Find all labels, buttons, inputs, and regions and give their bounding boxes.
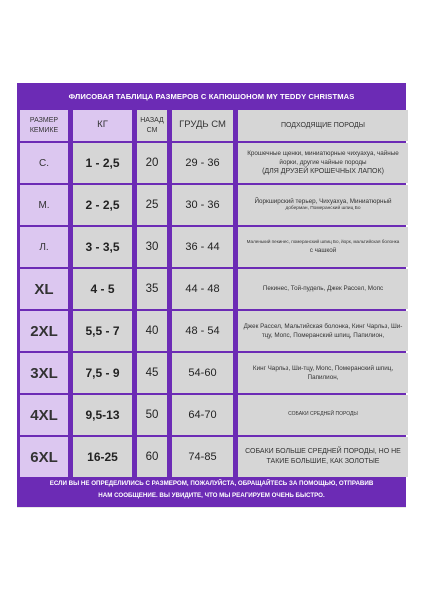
breeds-cell: Джек Рассел, Мальтийская болонка, Кинг Чарльз, Ши-тцу, Мопс, Померанский шпиц, Папилион, bbox=[238, 311, 408, 351]
help-note-line2: НАМ СООБЩЕНИЕ. ВЫ УВИДИТЕ, ЧТО МЫ РЕАГИРУЕМ ОЧЕНЬ БЫСТРО. bbox=[98, 491, 325, 499]
breeds-cell bbox=[238, 227, 408, 267]
breeds-cell: СОБАКИ СРЕДНЕЙ ПОРОДЫ bbox=[238, 395, 408, 435]
divider bbox=[17, 507, 406, 508]
breeds-cell bbox=[238, 185, 408, 225]
back-cell: 60 bbox=[137, 437, 167, 477]
col-header-size: РАЗМЕР КЕМИКЕ bbox=[20, 110, 68, 141]
size-cell: 2XL bbox=[20, 311, 68, 351]
chest-cell: 74-85 bbox=[172, 437, 233, 477]
back-cell: 30 bbox=[137, 227, 167, 267]
breeds-cell: СОБАКИ БОЛЬШЕ СРЕДНЕЙ ПОРОДЫ, НО НЕ ТАКИЕ БОЛЬШИЕ, КАК ЗОЛОТЫЕ bbox=[238, 437, 408, 477]
size-cell: 3XL bbox=[20, 353, 68, 393]
kg-cell: 9,5-13 bbox=[73, 395, 132, 435]
kg-cell: 3 - 3,5 bbox=[73, 227, 132, 267]
size-cell: Л. bbox=[20, 227, 68, 267]
back-cell: 45 bbox=[137, 353, 167, 393]
chest-cell: 64-70 bbox=[172, 395, 233, 435]
chest-cell: 29 - 36 bbox=[172, 143, 233, 183]
kg-cell: 2 - 2,5 bbox=[73, 185, 132, 225]
size-cell: М. bbox=[20, 185, 68, 225]
back-cell: 25 bbox=[137, 185, 167, 225]
size-table bbox=[20, 110, 403, 477]
kg-cell: 7,5 - 9 bbox=[73, 353, 132, 393]
size-chart bbox=[17, 83, 406, 507]
col-header-back: НАЗАД СМ bbox=[137, 110, 167, 141]
back-cell: 35 bbox=[137, 269, 167, 309]
breeds-text-cont: с чашкой bbox=[309, 246, 337, 254]
col-header-breeds: ПОДХОДЯЩИЕ ПОРОДЫ bbox=[238, 110, 408, 141]
size-cell: 4XL bbox=[20, 395, 68, 435]
kg-cell: 5,5 - 7 bbox=[73, 311, 132, 351]
col-header-chest: ГРУДЬ СМ bbox=[172, 110, 233, 141]
help-note bbox=[17, 472, 406, 507]
chest-cell: 54-60 bbox=[172, 353, 233, 393]
kg-cell: 16-25 bbox=[73, 437, 132, 477]
breeds-text: Йоркширский терьер, Чихуахуа, Миниатюрный bbox=[254, 197, 392, 205]
chest-cell: 30 - 36 bbox=[172, 185, 233, 225]
col-header-kg: КГ bbox=[73, 110, 132, 141]
breeds-text: Крошечные щенки, миниатюрные чихуахуа, чайные йорки, другие чайные породы bbox=[247, 149, 399, 166]
chest-cell: 36 - 44 bbox=[172, 227, 233, 267]
kg-cell: 4 - 5 bbox=[73, 269, 132, 309]
breeds-note: (ДЛЯ ДРУЗЕЙ КРОШЕЧНЫХ ЛАПОК) bbox=[262, 168, 384, 176]
breeds-cell bbox=[238, 143, 408, 183]
back-cell: 40 bbox=[137, 311, 167, 351]
size-cell: С. bbox=[20, 143, 68, 183]
breeds-text-cont: доберман, Померанский шпиц Бо bbox=[285, 206, 361, 212]
chart-title: ФЛИСОВАЯ ТАБЛИЦА РАЗМЕРОВ С КАПЮШОНОМ MY TEDDY CHRISTMAS bbox=[68, 92, 355, 101]
breeds-text: Маленький пекинес, померанский шпиц Бо, йорк, мальтийская болонка bbox=[246, 239, 400, 245]
breeds-cell: Кинг Чарльз, Ши-тцу, Мопс, Померанский шпиц, Папилион, bbox=[238, 353, 408, 393]
breeds-cell: Пекинес, Той-пудель, Джек Рассел, Мопс bbox=[238, 269, 408, 309]
chest-cell: 48 - 54 bbox=[172, 311, 233, 351]
size-cell: XL bbox=[20, 269, 68, 309]
kg-cell: 1 - 2,5 bbox=[73, 143, 132, 183]
back-cell: 50 bbox=[137, 395, 167, 435]
help-note-line1: ЕСЛИ ВЫ НЕ ОПРЕДЕЛИЛИСЬ С РАЗМЕРОМ, ПОЖАЛУЙСТА, ОБРАЩАЙТЕСЬ ЗА ПОМОЩЬЮ, ОТПРАВИВ bbox=[49, 479, 374, 487]
back-cell: 20 bbox=[137, 143, 167, 183]
size-cell: 6XL bbox=[20, 437, 68, 477]
chest-cell: 44 - 48 bbox=[172, 269, 233, 309]
